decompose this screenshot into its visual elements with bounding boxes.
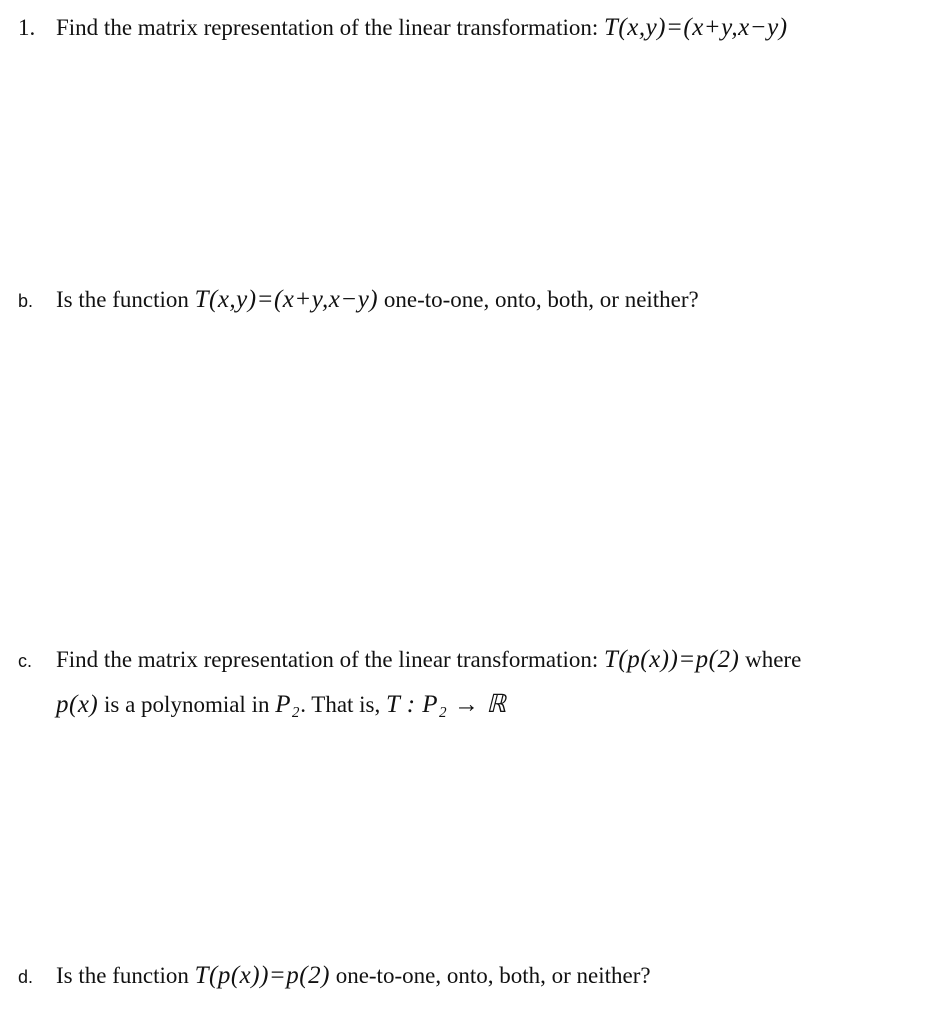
question-line-2 (18, 683, 918, 727)
question-c (18, 638, 918, 727)
question-number: 1. (18, 15, 36, 40)
math-expression: T(x,y)=(x+y,x−y) (194, 286, 379, 313)
question-d (18, 954, 918, 999)
question-text-after: one-to-one, onto, both, or neither? (383, 287, 699, 312)
question-letter: c. (18, 651, 33, 671)
question-text-before: Is the function (56, 287, 189, 312)
question-1 (18, 6, 918, 50)
math-space: P₂ (275, 691, 301, 718)
question-text: is a polynomial in (104, 692, 270, 717)
question-text-after: where (745, 647, 802, 672)
math-expression: T(x,y)=(x+y,x−y) (604, 14, 788, 41)
math-mapping: T : P₂ → ℝ (386, 691, 507, 718)
math-expression: T(p(x))=p(2) (604, 646, 740, 673)
math-expression: T(p(x))=p(2) (194, 962, 330, 989)
math-polynomial: p(x) (56, 691, 99, 718)
question-b (18, 278, 918, 323)
question-letter: d. (18, 967, 34, 987)
question-text-before: Is the function (56, 963, 189, 988)
question-line-1 (18, 638, 918, 683)
question-text: Find the matrix representation of the linear transformation: (56, 647, 599, 672)
question-text-after: one-to-one, onto, both, or neither? (335, 963, 651, 988)
question-text: . That is, (300, 692, 381, 717)
question-letter: b. (18, 291, 34, 311)
question-text: Find the matrix representation of the linear transformation: (56, 15, 599, 40)
